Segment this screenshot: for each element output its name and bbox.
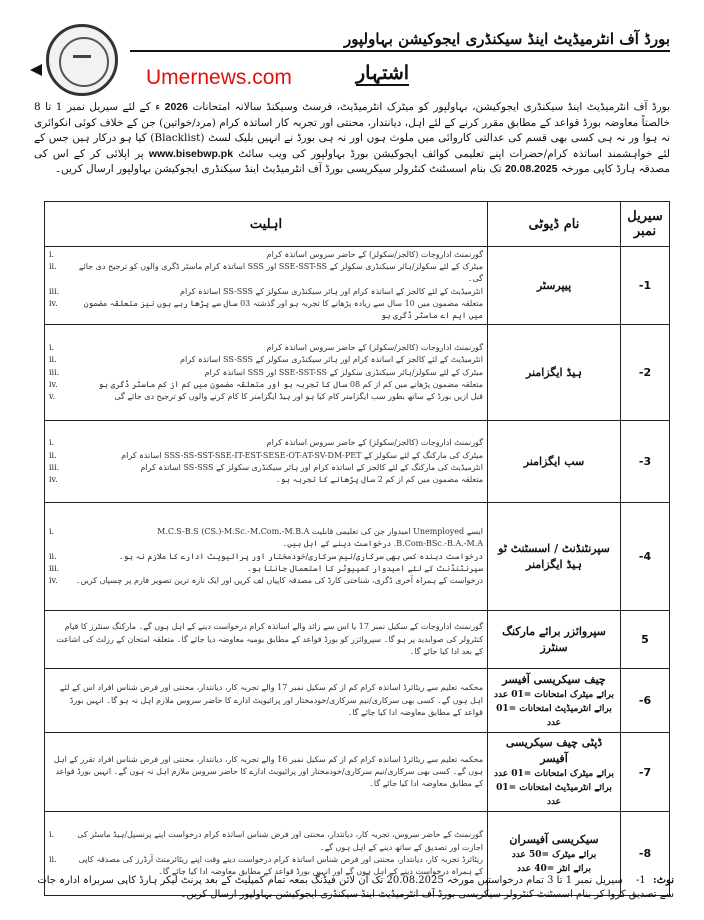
item-number: ii. (49, 551, 57, 561)
item-text: انٹرمیڈیٹ کے لئے کالجز کے اساتذہ کرام اور ہائر سیکنڈری سکولز کے SS-SSS اساتذہ کرام (180, 286, 483, 296)
eligibility-item (49, 450, 483, 462)
eligibility-item (49, 829, 483, 853)
item-number: i. (49, 438, 55, 448)
item-text: قبل ازیں بورڈ کے ساتھ بطور سب ایگزامنر کام کیا ہو اور ہیڈ ایگزامنر کا کام کرنے والوں کو ترجیح دی جائے گی (114, 392, 483, 402)
note-number: 1- (635, 875, 646, 886)
duty-count: برائے میٹرک امتحانات =01 عدد (493, 769, 615, 780)
item-text: گورنمنٹ کے حاضر سروس، تجربہ کار، دیانتدار، محنتی اور فرض شناس اساتذہ کرام درخواست اپنے پرنسپل/ہیڈ ماسٹر کی اجازت اور تصدیق کے ساتھ دینے کے اہل ہوں گے۔ (77, 830, 483, 852)
table-row (45, 611, 670, 669)
row-duty (488, 325, 621, 421)
item-number: ii. (49, 854, 57, 864)
item-number: iv. (49, 576, 58, 586)
row-eligibility (45, 325, 488, 421)
eligibility-item (49, 551, 483, 563)
item-text: متعلقہ مضمون میں کم از کم 2 سال پڑھانے کا تجربہ ہو۔ (275, 474, 483, 484)
eligibility-item (49, 526, 483, 538)
row-duty (488, 421, 621, 503)
item-text: گورنمنٹ اداروجات (کالجز/سکولز) کے حاضر سروس اساتذہ کرام (266, 343, 483, 353)
eligibility-item (49, 563, 483, 575)
website-link[interactable]: www.bisebwp.pk (148, 147, 234, 160)
item-text: سپرنٹنڈنٹ کے لئے امیدوار کمپیوٹر کا استعمال جانتا ہو۔ (247, 563, 483, 573)
table-row (45, 669, 670, 733)
header-duty: نام ڈیوٹی (488, 202, 621, 247)
duty-title: ڈپٹی چیف سیکریسی آفیسر (505, 736, 603, 766)
duty-count: برائے میٹرک امتحانات =01 عدد (493, 689, 615, 700)
duty-count: برائے میٹرک =50 عدد (511, 849, 597, 860)
item-text: انٹرمیڈیٹ کی مارکنگ کے لئے کالجز کے اساتذہ کرام اور ہائر سیکنڈری سکولز کے SS-SSS اساتذہ کرام (140, 462, 483, 472)
eligibility-item (49, 437, 483, 449)
table-row (45, 247, 670, 325)
note-text: سیریل نمبر 1 تا 3 تمام درخواستیں مورخہ 20.08.2025 تک آن لائن فیڈنگ بمعہ تمام کمپلیٹ کے بعد پرنٹ لیکر ہارڈ کاپی سربراہ ادارہ جات سے تصدیق کروا کر بنام اسسٹنٹ کنٹرولر سیکریسی بورڈ آف انٹرمیڈیٹ اینڈ سیکنڈری ایجوکیشن بہاولپور ارسال کریں۔ (37, 875, 674, 900)
item-text: میٹرک کی مارکنگ کے لئے سکولز کے SSS-SS-SST-SSE-IT-EST-SESE-OT-AT-SV-DM-PET اساتذہ کرام (121, 450, 483, 460)
arrow-left-icon (30, 64, 42, 76)
eligibility-item (49, 249, 483, 261)
eligibility-item (49, 538, 483, 550)
table-row (45, 733, 670, 812)
item-text: ایسے Unemployed امیدوار جن کی تعلیمی قابلیت M.C.S-B.S (CS.)-M.Sc.-M.Com.-M.B.A (157, 527, 483, 537)
intro-paragraph: بورڈ آف انٹرمیڈیٹ اینڈ سیکنڈری ایجوکیشن، بہاولپور کو میٹرک انٹرمیڈیٹ، فرسٹ وسیکنڈ سالانہ امتحانات 2026 ء کے لئے سیریل نمبر 1 تا 8 خالصتاً معاوضہ بورڈ قواعد کے مطابق مقرر کرنے کے لئے اہل، دیانتدار، محنتی اور تجربہ کار اساتذہ کرام (مرد/خواتین) جن کے خلاف کوئی انکوائری نہ ہوا ور نہ ہی کسی بھی قسم کی عدالتی کاروائی میں ملوث ہوں اور نہ ہی بورڈ نے انہیں بلیک لسٹ (Blacklist) کیا ہو درکار ہیں جس کے لئے خواہشمند اساتذہ کرام/حضرات اپنے تعلیمی کوائف ایجوکیشن بورڈ بہاولپور کی ویب سائٹ www.bisebwp.pk پر اپلائی کر کے اس کی مصدقہ ہارڈ کاپی مورخہ 20.08.2025 تک بنام اسسٹنٹ کنٹرولر سیکریسی بورڈ آف انٹرمیڈیٹ اینڈ سیکنڈری ایجوکیشن بہاولپور ارسال کریں۔ (34, 101, 670, 175)
eligibility-table (44, 201, 670, 876)
item-number: iv. (49, 298, 58, 308)
item-text: B.Com-BSc.-B.A.-M.A. درخواست دینے کے اہل ہیں۔ (282, 539, 483, 549)
duty-title: سب ایگزامنر (523, 454, 585, 468)
header-serial: سیریل نمبر (621, 202, 670, 247)
item-text: میٹرک کے لئے سکولز/ہائر سیکنڈری سکولز کے SSE-SST-SS اور SSS اساتذہ کرام ماسٹر ڈگری والوں کو ترجیح دی جائے گی۔ (78, 262, 483, 284)
item-text: درخواست کے ہمراہ آخری ڈگری، شناختی کارڈ کی مصدقہ کاپیاں لف کریں اور ایک تازہ ترین تصویر فارم پر چسپاں کریں۔ (75, 576, 483, 586)
board-logo-icon (46, 24, 118, 96)
watermark-text: Umernews.com (146, 66, 292, 89)
duty-count: برائے انٹرمیڈیٹ امتحانات =01 عدد (496, 783, 612, 808)
duty-count: برائے انٹرمیڈیٹ امتحانات =01 عدد (496, 703, 612, 728)
row-eligibility (45, 503, 488, 611)
row-eligibility (45, 421, 488, 503)
row-duty (488, 669, 621, 733)
item-number: i. (49, 343, 55, 353)
eligibility-text: محکمہ تعلیم سے ریٹائرڈ اساتذہ کرام کم از کم سکیل نمبر 16 والے تجربہ کار، دیانتدار، محنتی اور فرض شناس افراد تقرر کے اہل ہوں گے۔ کسی بھی سرکاری/نیم سرکاری/خودمختار اور پرائیویٹ ادارے کا حاضر سروس ملازم اہل نہ ہوں گے۔ انہیں بورڈ قواعد کے مطابق معاوضہ ادا کیا جائے گا۔ (53, 754, 483, 789)
row-serial: 7- (621, 733, 670, 812)
eligibility-item (49, 342, 483, 354)
eligibility-item (49, 575, 483, 587)
table-row (45, 503, 670, 611)
item-text: انٹرمیڈیٹ کے لئے کالجز کے اساتذہ کرام اور ہائر سیکنڈری سکولز کے SS-SSS اساتذہ کرام (180, 355, 483, 365)
row-eligibility (45, 611, 488, 669)
item-number: iii. (49, 286, 60, 296)
row-serial: 1- (621, 247, 670, 325)
item-number: ii. (49, 262, 57, 272)
row-serial: 4- (621, 503, 670, 611)
duty-title: پیپرسٹر (536, 278, 572, 292)
row-serial: 3- (621, 421, 670, 503)
table-header-row (45, 202, 670, 247)
eligibility-item (49, 474, 483, 486)
exam-year: 2026 (164, 101, 188, 113)
item-text: ریٹائرڈ تجربہ کار، دیانتدار، محنتی اور فرض شناس اساتذہ کرام درخواست دیتے وقت اپنے ریٹائرمنٹ آرڈرز کی مصدقہ کاپی کے ہمراہ درخواست دینے کے اہل ہوں گے اور انہیں بورڈ قواعد کے مطابق معاوضہ ادا کیا جائے گا۔ (78, 854, 483, 876)
duty-title: ہیڈ ایگزامنر (526, 365, 582, 379)
duty-title: سیکریسی آفیسران (509, 832, 599, 846)
eligibility-item (49, 379, 483, 391)
row-eligibility (45, 733, 488, 812)
row-duty (488, 611, 621, 669)
item-number: i. (49, 830, 55, 840)
eligibility-item (49, 354, 483, 366)
item-number: i. (49, 527, 55, 537)
row-serial: 2- (621, 325, 670, 421)
eligibility-item (49, 462, 483, 474)
board-title: بورڈ آف انٹرمیڈیٹ اینڈ سیکنڈری ایجوکیشن بہاولپور (130, 30, 670, 52)
notice-header (0, 0, 704, 190)
item-number: iii. (49, 462, 60, 472)
eligibility-text: گورنمنٹ اداروجات کے سکیل نمبر 17 یا اس سے زائد والے اساتذہ کرام درخواست دینے کے اہل ہوں گے۔ مارکنگ سنٹرز کا قیام کنٹرولر کی صوابدید پر ہو گا۔ سپروائزر کو بورڈ قواعد کے مطابق یومیہ معاوضہ دیا جائے گا۔ متعلقہ امتحان کے رزلٹ کی اشاعت کے بعد ادا کیا جائے گا۔ (56, 622, 483, 656)
row-duty (488, 503, 621, 611)
item-number: ii. (49, 450, 57, 460)
deadline-date: 20.08.2025 (504, 163, 558, 175)
eligibility-item (49, 286, 483, 298)
item-text: میٹرک کے لئے سکولز/ہائر سیکنڈری سکولز کے SSE-SST-SS اور SSS اساتذہ کرام (204, 367, 483, 377)
table-row (45, 421, 670, 503)
row-serial: 5 (621, 611, 670, 669)
row-serial: 8- (621, 812, 670, 896)
eligibility-item (49, 261, 483, 285)
item-number: v. (49, 392, 56, 402)
header-eligibility: اہلیت (45, 202, 488, 247)
item-number: iii. (49, 367, 60, 377)
eligibility-text: محکمہ تعلیم سے ریٹائرڈ اساتذہ کرام کم از کم سکیل نمبر 17 والے تجربہ کار، دیانتدار، محنتی اور فرض شناس افراد اس کے لئے اہل ہوں گے۔ کسی بھی سرکاری/نیم سرکاری/خودمختار اور پرائیویٹ ادارے کا حاضر سروس ملازم اہل نہ ہو گا۔ انہیں بورڈ قواعد کے مطابق معاوضہ ادا کیا جائے گا۔ (59, 683, 483, 717)
duty-title: چیف سیکریسی آفیسر (502, 672, 606, 686)
duty-title: سپرنٹنڈنٹ / اسسٹنٹ ٹو ہیڈ ایگزامنر (498, 541, 610, 571)
duty-count: برائے انٹر =40 عدد (516, 863, 592, 874)
item-text: متعلقہ مضمون پڑھانے میں کم از کم 08 سال کا تجربہ ہو اور متعلقہ مضمون میں کم از کم ماسٹر ڈگری ہو (98, 379, 483, 389)
item-number: iii. (49, 563, 60, 573)
footer-note (30, 874, 674, 902)
item-number: i. (49, 250, 55, 259)
row-eligibility (45, 669, 488, 733)
eligibility-item (49, 298, 483, 322)
item-text: متعلقہ مضمون میں 10 سال سے زیادہ پڑھانے کا تجربہ ہو اور گذشتہ 03 سال سے پڑھا رہے ہوں نیز متعلقہ مضمون میں ایم اے ماسٹر ڈگری ہو (83, 298, 483, 321)
note-label: نوٹ: (652, 875, 674, 886)
item-text: درخواست دہندہ کسی بھی سرکاری/نیم سرکاری/خودمختار اور پرائیویٹ ادارے کا ملازم نہ ہو۔ (118, 551, 483, 561)
item-number: ii. (49, 355, 57, 365)
eligibility-item (49, 391, 483, 403)
row-eligibility (45, 247, 488, 325)
item-number: iv. (49, 379, 58, 389)
row-duty (488, 247, 621, 325)
duty-title: سپروائزر برائے مارکنگ سنٹرز (502, 624, 606, 654)
row-serial: 6- (621, 669, 670, 733)
eligibility-item (49, 367, 483, 379)
item-text: گورنمنٹ اداروجات (کالجز/سکولز) کے حاضر سروس اساتذہ کرام (266, 438, 483, 448)
row-duty (488, 733, 621, 812)
notice-title: اشتہار (356, 62, 410, 84)
item-text: گورنمنٹ اداروجات (کالجز/سکولز) کے حاضر سروس اساتذہ کرام (266, 250, 483, 259)
table-row (45, 325, 670, 421)
item-number: iv. (49, 474, 58, 484)
